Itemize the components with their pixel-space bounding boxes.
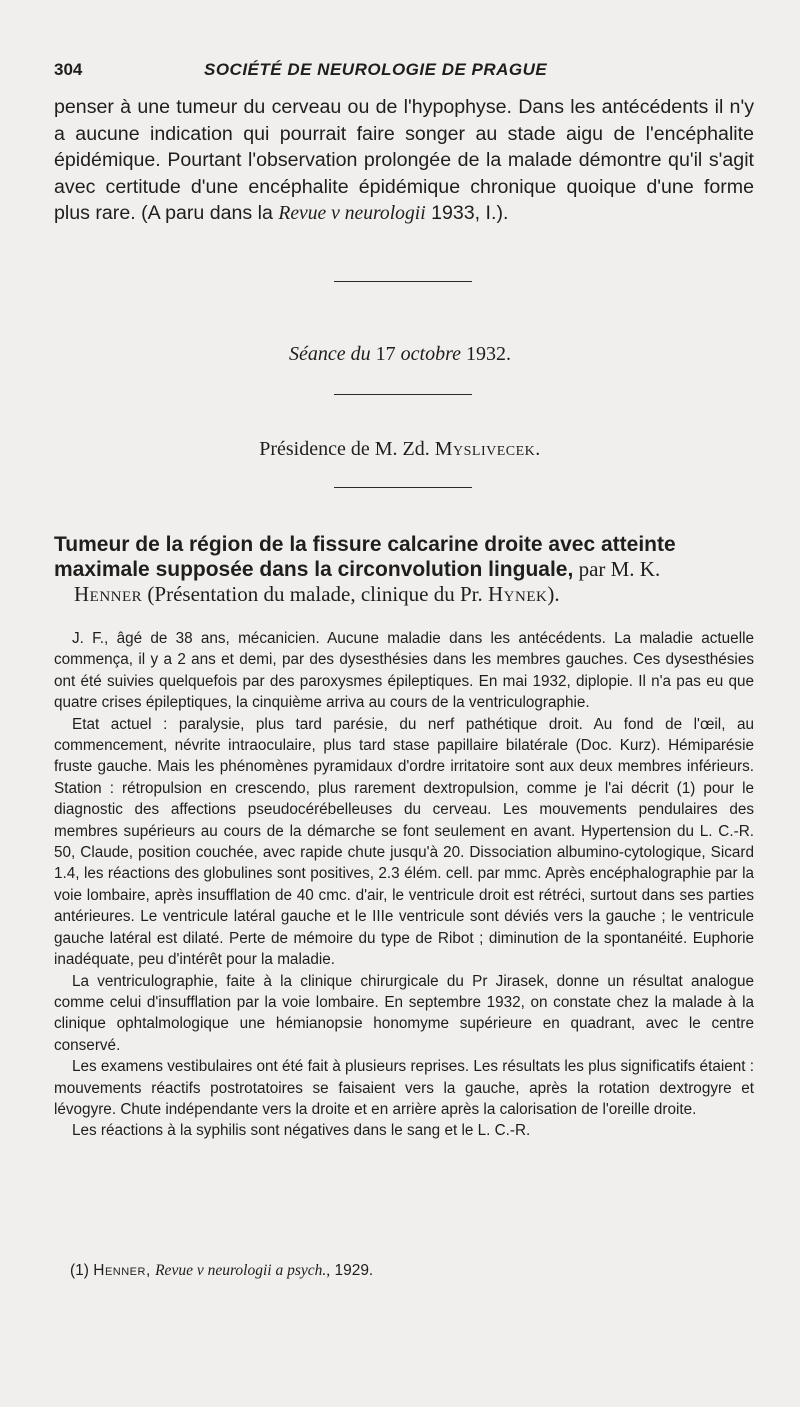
article-title-text: Tumeur de la région de la fissure calcarine droite avec atteinte maximale supposée dans la circonvolution linguale, (54, 533, 676, 581)
body-paragraph: Les réactions à la syphilis sont négatives dans le sang et le L. C.-R. (72, 1122, 531, 1140)
footnote-journal: Revue v neurologii a psych., (155, 1262, 331, 1279)
running-header (54, 60, 754, 84)
body-paragraph: J. F., âgé de 38 ans, mécanicien. Aucune maladie dans les antécédents. La maladie actuelle commença, il y a 2 ans et demi, par des dysesthésies dans les membres gauches. Ces dysesthésies ont été suivies quelquefois par des paroxysmes épileptiques. En mai 1932, diplopie. Il n'a pas eu que quatre crises épileptiques, la cinquième arriva au cours de la ventriculographie. (54, 630, 754, 712)
article-presentation: (Présentation du malade, clinique du Pr. (147, 582, 483, 606)
seance-heading (0, 343, 800, 366)
article-close: ). (547, 582, 560, 606)
page-number: 304 (54, 60, 83, 79)
article-by: par M. K. (578, 557, 661, 581)
intro-tail: 1933, I.). (425, 202, 509, 224)
divider-rule-3 (334, 487, 472, 488)
article-body (54, 628, 754, 1142)
article-author-line (54, 582, 770, 607)
article-clinic-head: Hynek (488, 582, 548, 606)
article-author: Henner (74, 582, 143, 606)
body-paragraph: Etat actuel : paralysie, plus tard parésie, du nerf pathétique droit. Au fond de l'œil, au commencement, névrite intraoculaire, plus tard stase papillaire bilatérale (Doc. Kurz). Hémiparésie fruste gauche. Mais les phénomènes pyramidaux d'ordre irritatoire sont aux deux membres inférieurs. Station : rétropulsion en crescendo, plus rarement dextropulsion, comme je l'ai décrit (1) pour le diagnostic des affections pseudocérébelleuses du cerveau. Les mouvements pendulaires des membres supérieurs au cours de la démarche se font seulement en avant. Hypertension du L. C.-R. 50, Claude, position couchée, avec rapide chute jusqu'à 20. Dissociation albumino-cytologique, Sicard 1.4, les réactions des globulines sont positives, 2.3 élém. cell. par mmc. Après encéphalographie par la voie lombaire, après insufflation de 40 cmc. d'air, le ventricule droit est rétréci, surtout dans ses parties antérieures. Le ventricule latéral gauche et le IIIe ventricule sont déviés vers la gauche ; le ventricule gauche latéral est dilaté. Perte de mémoire du type de Ribot ; diminution de la spontanéité. Euphorie inadéquate, peu d'intérêt pour la maladie. (54, 715, 754, 969)
footnote-marker: (1) (70, 1262, 89, 1279)
seance-year: 1932. (466, 343, 511, 365)
presidence-heading (0, 438, 800, 461)
president-name: Myslivecek. (434, 438, 541, 460)
body-paragraph: Les examens vestibulaires ont été fait à plusieurs reprises. Les résultats les plus significatifs étaient : mouvements réactifs postrotatoires se faisaient vers la gauche, après la rotation dextrogyre et lévogyre. Chute indépendante vers la droite et en arrière après la calorisation de l'oreille droite. (54, 1058, 754, 1118)
seance-prefix: Séance du (289, 343, 371, 365)
intro-paragraph (54, 94, 754, 228)
intro-journal: Revue v neurologii (278, 203, 426, 224)
running-title: SOCIÉTÉ DE NEUROLOGIE DE PRAGUE (204, 60, 548, 79)
article-title (54, 532, 770, 607)
presidence-prefix: Présidence de M. Zd. (259, 438, 430, 460)
footnote-year: 1929. (334, 1262, 374, 1279)
divider-rule-1 (334, 281, 472, 282)
body-paragraph: La ventriculographie, faite à la clinique chirurgicale du Pr Jirasek, donne un résultat analogue comme celui d'insufflation par la voie lombaire. En septembre 1932, on constate chez la malade à la clinique ophtalmologique une hémianopsie honomyme supérieure en quadrant, avec le centre conservé. (54, 972, 754, 1054)
seance-date: 17 (375, 343, 396, 365)
footnote-author: Henner, (93, 1262, 151, 1279)
divider-rule-2 (334, 394, 472, 395)
seance-month: octobre (400, 343, 461, 365)
intro-text: penser à une tumeur du cerveau ou de l'hypophyse. Dans les antécédents il n'y a aucune indication qui pourrait faire songer au stade aigu de l'encéphalite épidémique. Pourtant l'observation prolongée de la malade démontre qu'il s'agit avec certitude d'une encéphalite épidémique chronique quoique d'une forme plus rare. (A paru dans la (54, 96, 754, 224)
footnote (70, 1262, 750, 1280)
